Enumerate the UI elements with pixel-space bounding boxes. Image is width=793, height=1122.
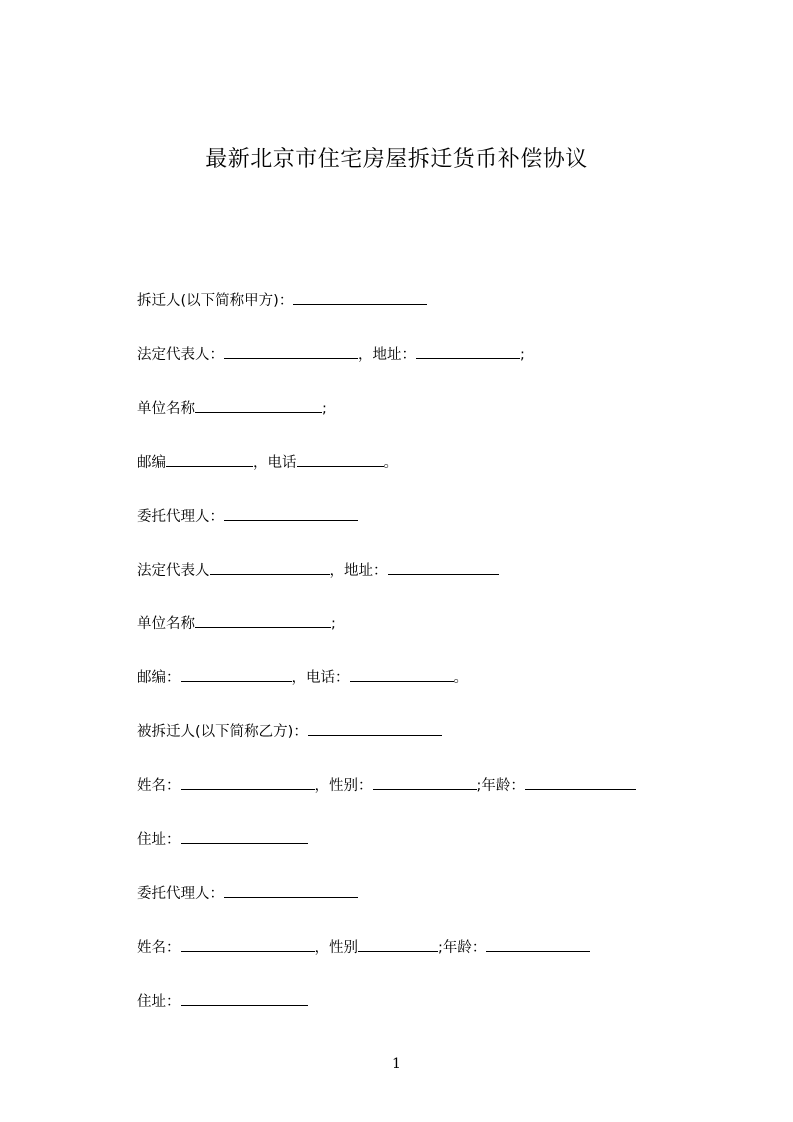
document-title: 最新北京市住宅房屋拆迁货币补偿协议 <box>205 147 588 172</box>
phone-label: ，电话 <box>253 455 297 471</box>
agent-blank[interactable] <box>224 506 358 521</box>
unit-name-blank[interactable] <box>195 613 331 628</box>
party-a-line <box>137 290 427 311</box>
page-number: 1 <box>392 1056 401 1072</box>
legal-rep-blank[interactable] <box>210 560 330 575</box>
unit-name-blank[interactable] <box>195 398 322 413</box>
line-end: ; <box>322 401 327 417</box>
agent-label: 委托代理人： <box>137 886 224 902</box>
party-a-label: 拆迁人(以下简称甲方)： <box>137 293 294 309</box>
postcode-blank[interactable] <box>181 667 292 682</box>
name-label: 姓名： <box>137 778 181 794</box>
address-label: ，地址： <box>358 347 416 363</box>
party-b-address-line <box>137 829 308 850</box>
party-b-agent-name-line <box>137 937 590 958</box>
party-b-line <box>137 721 442 742</box>
name-blank[interactable] <box>181 775 315 790</box>
phone-blank[interactable] <box>350 667 454 682</box>
line-end: ; <box>520 347 525 363</box>
postcode-label: 邮编 <box>137 455 166 471</box>
address-label: 住址： <box>137 994 181 1010</box>
agent-unit-line <box>137 613 336 634</box>
phone-label: ，电话： <box>291 670 350 686</box>
gender-label: ，性别 <box>314 940 358 956</box>
party-b-agent-line <box>137 883 358 904</box>
address-blank[interactable] <box>388 560 499 575</box>
gender-blank[interactable] <box>373 775 477 790</box>
name-blank[interactable] <box>181 937 315 952</box>
age-label: ;年龄： <box>476 778 525 794</box>
agent-postcode-line <box>137 667 468 688</box>
postcode-blank[interactable] <box>166 452 253 467</box>
party-a-unit-line <box>137 398 327 419</box>
agent-label: 委托代理人： <box>137 509 224 525</box>
party-b-blank[interactable] <box>308 721 442 736</box>
phone-blank[interactable] <box>297 452 384 467</box>
legal-rep-label: 法定代表人： <box>137 347 224 363</box>
line-end: ; <box>331 616 336 632</box>
address-blank[interactable] <box>416 344 520 359</box>
party-b-label: 被拆迁人(以下简称乙方)： <box>137 724 308 740</box>
age-blank[interactable] <box>525 775 636 790</box>
line-end: 。 <box>453 670 468 686</box>
party-a-legal-rep-line <box>137 344 525 365</box>
party-b-name-line <box>137 775 636 796</box>
party-a-blank[interactable] <box>293 290 427 305</box>
gender-label: ，性别： <box>314 778 373 794</box>
postcode-label: 邮编： <box>137 670 181 686</box>
unit-name-label: 单位名称 <box>137 616 195 632</box>
agent-legal-rep-line <box>137 560 499 581</box>
address-blank[interactable] <box>181 829 308 844</box>
unit-name-label: 单位名称 <box>137 401 195 417</box>
age-label: ;年龄： <box>438 940 487 956</box>
gender-blank[interactable] <box>358 937 438 952</box>
party-a-agent-line <box>137 506 358 527</box>
address-blank[interactable] <box>181 991 308 1006</box>
age-blank[interactable] <box>486 937 590 952</box>
address-label: 住址： <box>137 832 181 848</box>
agent-blank[interactable] <box>224 883 358 898</box>
party-b-agent-address-line <box>137 991 308 1012</box>
party-a-postcode-line <box>137 452 398 473</box>
legal-rep-label: 法定代表人 <box>137 563 210 579</box>
legal-rep-blank[interactable] <box>224 344 358 359</box>
address-label: ，地址： <box>329 563 388 579</box>
name-label: 姓名： <box>137 940 181 956</box>
line-end: 。 <box>383 455 398 471</box>
